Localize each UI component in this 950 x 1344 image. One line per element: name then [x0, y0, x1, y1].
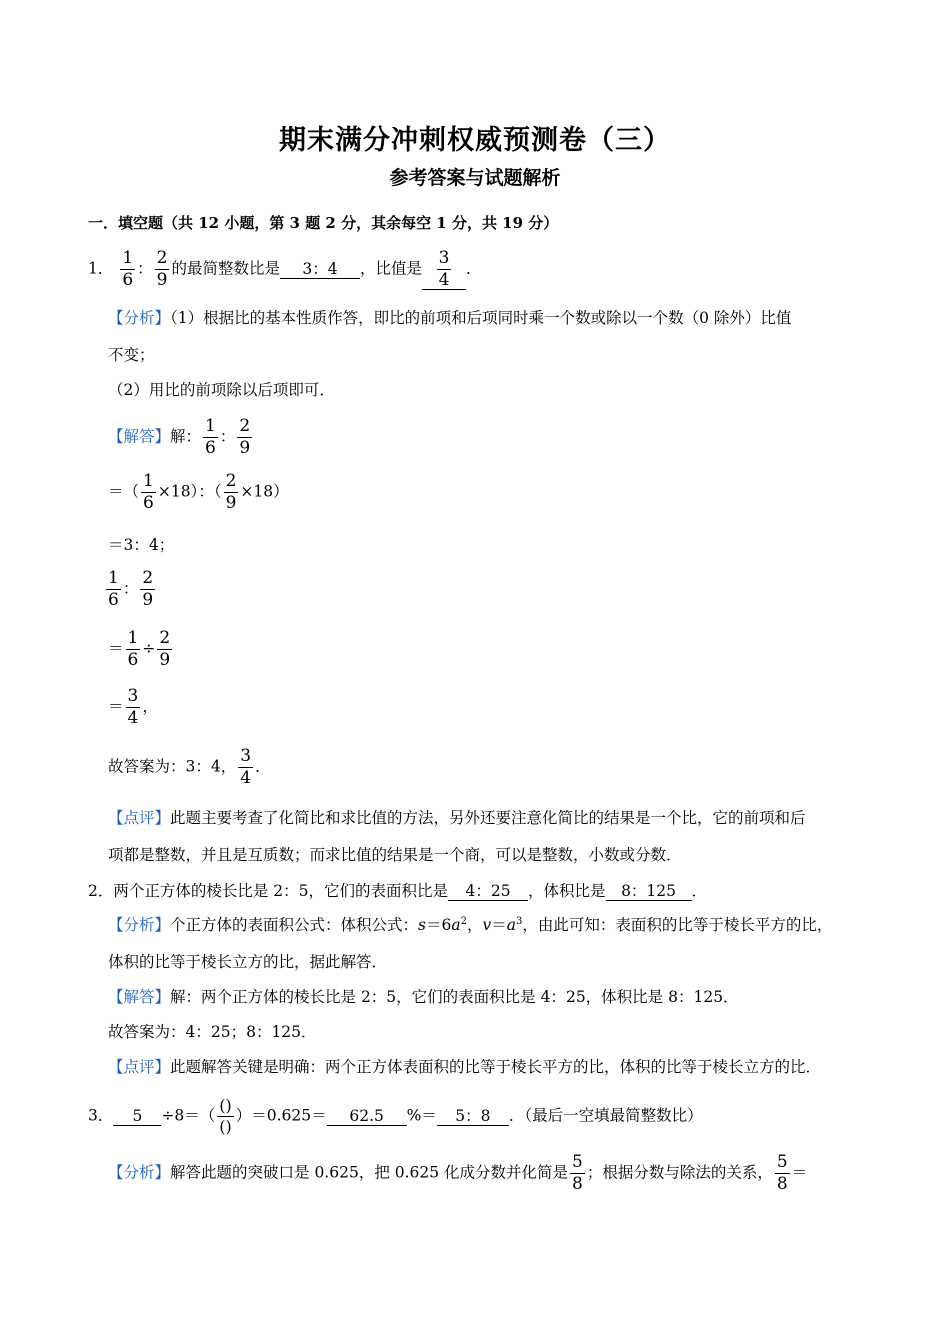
answer-tag: 【解答】 — [108, 988, 171, 1006]
q1-analysis-cont: 不变； — [108, 346, 155, 364]
q1-step-5: ＝ $\frac{3}{4}$ ， — [108, 686, 158, 728]
page-subtitle: 参考答案与试题解析 — [389, 167, 561, 189]
q1-analysis-2: （2）用比的前项除以后项即可． — [108, 381, 335, 399]
answer-blank: $\frac{3}{4}$ — [422, 250, 466, 290]
fraction: $\frac{1}{6}$ — [122, 248, 134, 290]
q1-step-2: ＝3：4； — [108, 536, 175, 554]
answer-blank: 5：8 — [437, 1108, 509, 1126]
q2-comment: 【点评】此题解答关键是明确：两个正方体表面积的比等于棱长平方的比，体积的比等于棱长立方的比． — [108, 1058, 822, 1076]
q3-analysis: 【分析】解答此题的突破口是 0.625，把 0.625 化成分数并化简是 $\frac{5}{8}$ ；根据分数与除法的关系， $\frac{5}{8}$ ＝ — [108, 1152, 808, 1194]
answer-blank: 3：4 — [280, 261, 360, 279]
q2-analysis-cont: 体积的比等于棱长立方的比，据此解答． — [108, 953, 388, 971]
answer-blank: 8：125 — [606, 883, 692, 901]
q2-analysis: 【分析】个正方体的表面积公式：体积公式：$s=6a^2$，$v=a^3$，由此可知：表面积的比等于棱长平方的比， — [108, 915, 833, 934]
question-1: 1． $\frac{1}{6}$ ： $\frac{2}{9}$ 的最简整数比是 3：4 ，比值是 $\frac{3}{4}$ ． — [88, 248, 482, 290]
q2-final-answer: 故答案为：4：25；8：125． — [108, 1023, 317, 1041]
q1-step-1: ＝（ $\frac{1}{6}$ ×18）：（ $\frac{2}{9}$ ×18） — [108, 471, 289, 513]
answer-tag: 【解答】 — [108, 427, 171, 446]
q1-solution: 【解答】解： $\frac{1}{6}$ ： $\frac{2}{9}$ — [108, 416, 251, 458]
page-title: 期末满分冲刺权威预测卷（三） — [279, 125, 671, 156]
analysis-tag: 【分析】 — [108, 309, 171, 327]
q1-analysis: 【分析】（1）根据比的基本性质作答，即比的前项和后项同时乘一个数或除以一个数（0 除外）比值 — [108, 309, 792, 327]
comment-tag: 【点评】 — [108, 1058, 171, 1076]
fraction: $\frac{2}{9}$ — [156, 248, 168, 290]
section-heading: 一．填空题（共 12 小题，第 3 题 2 分，其余每空 1 分，共 19 分） — [88, 214, 559, 232]
q1-comment: 【点评】此题主要考查了化简比和求比值的方法，另外还要注意化简比的结果是一个比，它的前项和后 — [108, 809, 806, 827]
analysis-tag: 【分析】 — [108, 1163, 171, 1182]
q1-step-3: $\frac{1}{6}$ ： $\frac{2}{9}$ — [108, 568, 154, 610]
analysis-tag: 【分析】 — [108, 916, 171, 934]
question-number: 1． — [88, 259, 114, 278]
answer-blank: 62.5 — [327, 1108, 407, 1126]
q1-step-4: ＝ $\frac{1}{6}$ ÷ $\frac{2}{9}$ — [108, 628, 171, 670]
q1-comment-cont: 项都是整数，并且是互质数；而求比值的结果是一个商，可以是整数，小数或分数． — [108, 846, 682, 864]
question-3: 3． 5 ÷8＝（ $\frac{()}{()}$ ）＝0.625＝ 62.5 %＝ 5：8 ．（最后一空填最简整数比） — [88, 1096, 703, 1136]
answer-blank: 4：25 — [448, 883, 528, 901]
comment-tag: 【点评】 — [108, 809, 171, 827]
q1-final-answer: 故答案为：3：4， $\frac{3}{4}$ ． — [108, 746, 271, 788]
answer-blank: 5 — [113, 1108, 161, 1126]
q2-solution: 【解答】解：两个正方体的棱长比是 2：5，它们的表面积比是 4：25，体积比是 8：125． — [108, 988, 739, 1006]
question-2: 2．两个正方体的棱长比是 2：5，它们的表面积比是 4：25 ，体积比是 8：125 ． — [88, 882, 708, 900]
